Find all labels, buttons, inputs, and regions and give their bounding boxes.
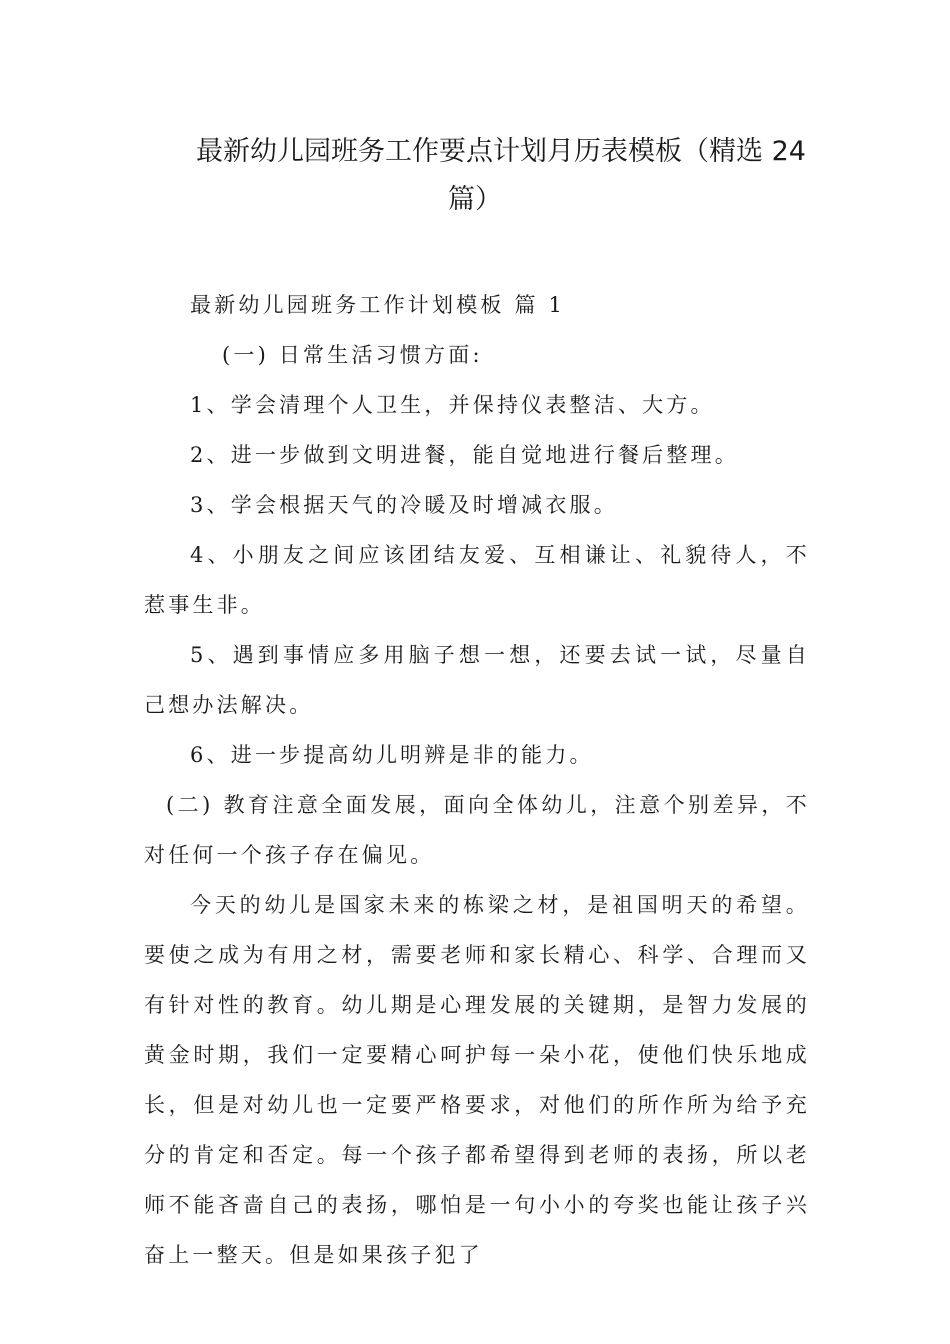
section-heading: 最新幼儿园班务工作计划模板 篇 1 [190, 293, 566, 317]
list-item: 4、小朋友之间应该团结友爱、互相谦让、礼貌待人，不惹事生非。 [144, 543, 810, 617]
list-item: 1、学会清理个人卫生，并保持仪表整洁、大方。 [190, 393, 715, 417]
document-title-line-2: 篇） [448, 184, 502, 215]
subsection-heading-education: (二) 教育注意全面发展，面向全体幼儿，注意个别差异，不对任何一个孩子存在偏见。 [144, 793, 810, 867]
document-title-line-1: 最新幼儿园班务工作要点计划月历表模板（精选 24 [196, 136, 806, 167]
list-item: 5、遇到事情应多用脑子想一想，还要去试一试，尽量自己想办法解决。 [144, 643, 810, 717]
list-item: 2、进一步做到文明进餐，能自觉地进行餐后整理。 [190, 443, 739, 467]
subsection-heading-daily-habits: (一) 日常生活习惯方面: [222, 343, 483, 367]
body-paragraph: 今天的幼儿是国家未来的栋梁之材，是祖国明天的希望。要使之成为有用之材，需要老师和家长精心、科学、合理而又有针对性的教育。幼儿期是心理发展的关键期，是智力发展的黄金时期，我们一定要精心呵护每一朵小花，使他们快乐地成长，但是对幼儿也一定要严格要求，对他们的所作所为给予充分的肯定和否定。每一个孩子都希望得到老师的表扬，所以老师不能吝啬自己的表扬，哪怕是一句小小的夸奖也能让孩子兴奋上一整天。但是如果孩子犯了 [144, 893, 810, 1267]
list-item: 3、学会根据天气的冷暖及时增减衣服。 [190, 493, 618, 517]
document-body [144, 280, 810, 1280]
list-item: 6、进一步提高幼儿明辨是非的能力。 [190, 743, 594, 767]
